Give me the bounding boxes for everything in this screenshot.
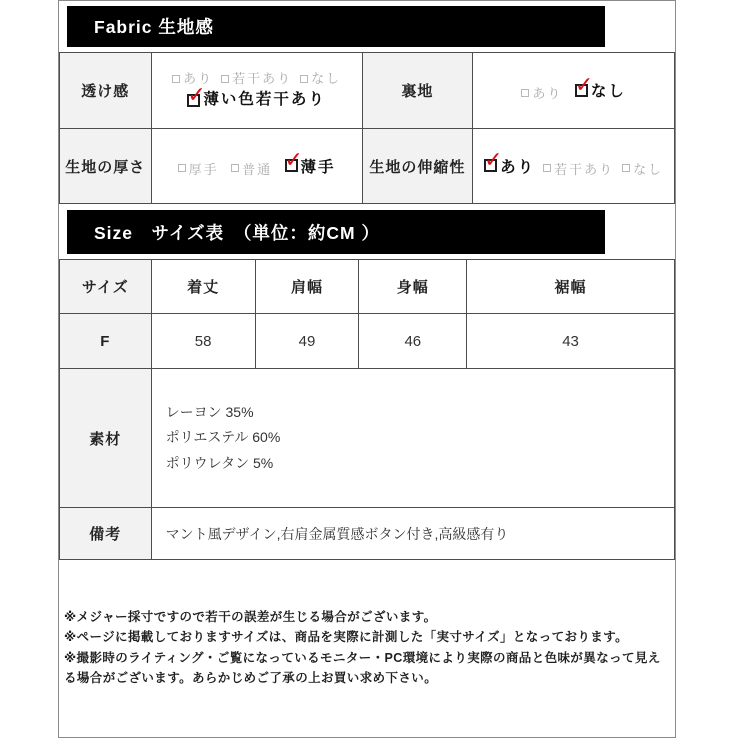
sheerness-options-cell bbox=[151, 53, 362, 129]
option-nashi: なし bbox=[622, 159, 663, 178]
option-jakkan-ari: 若干あり bbox=[543, 159, 614, 178]
sheerness-unchecked-options bbox=[152, 69, 362, 88]
shoulder-value: 49 bbox=[255, 314, 359, 369]
option-ari: ✓ あり bbox=[484, 155, 535, 177]
fabric-table bbox=[59, 52, 675, 204]
thickness-options-cell bbox=[151, 129, 362, 204]
length-value: 58 bbox=[151, 314, 255, 369]
lining-label: 裏地 bbox=[362, 53, 473, 129]
option-nashi: ✓ なし bbox=[575, 79, 626, 101]
checkbox-unchecked-icon bbox=[543, 164, 551, 172]
stretch-options-cell bbox=[473, 129, 675, 204]
option-futsuu: 普通 bbox=[231, 159, 272, 178]
note-actual-size: ※ページに掲載しておりますサイズは、商品を実際に計測した「実寸サイズ」となっております。 bbox=[64, 630, 629, 645]
sheerness-label: 透け感 bbox=[60, 53, 152, 129]
checkbox-checked-icon bbox=[285, 159, 298, 172]
size-f-cell: F bbox=[60, 314, 152, 369]
material-line: レーヨン 35% bbox=[165, 404, 254, 421]
column-length: 着丈 bbox=[151, 260, 255, 314]
option-ari: あり bbox=[521, 83, 562, 102]
fabric-row-sheerness bbox=[60, 53, 675, 129]
material-label: 素材 bbox=[60, 369, 152, 508]
option-atsude: 厚手 bbox=[178, 159, 219, 178]
checkbox-unchecked-icon bbox=[300, 75, 308, 83]
option-nashi: なし bbox=[300, 71, 341, 87]
checkbox-checked-icon bbox=[575, 84, 588, 97]
checkbox-checked-icon bbox=[484, 159, 497, 172]
note-color-difference: ※撮影時のライティング・ご覧になっているモニター・PC環境により実際の商品と色味が異なって見える場合がございます。あらかじめご了承の上お買い求め下さい。 bbox=[64, 650, 661, 685]
hem-width-value: 43 bbox=[467, 314, 675, 369]
fabric-section-title: Fabric 生地感 bbox=[94, 17, 214, 37]
option-usude: ✓ 薄手 bbox=[285, 155, 336, 177]
checkbox-unchecked-icon bbox=[172, 75, 180, 83]
disclaimer-notes bbox=[59, 560, 675, 688]
lining-options-cell bbox=[473, 53, 675, 129]
option-jakkan-ari: 若干あり bbox=[221, 71, 292, 87]
remarks-row bbox=[60, 508, 675, 560]
size-table-header-row bbox=[60, 260, 675, 314]
size-section-title: Size サイズ表 （単位：約CM ） bbox=[94, 222, 380, 243]
checkbox-unchecked-icon bbox=[221, 75, 229, 83]
column-shoulder: 肩幅 bbox=[255, 260, 359, 314]
sheerness-checked-option bbox=[152, 91, 362, 112]
material-line: ポリエステル 60% bbox=[165, 429, 281, 446]
fabric-row-thickness bbox=[60, 129, 675, 204]
column-body-width: 身幅 bbox=[359, 260, 467, 314]
material-row bbox=[60, 369, 675, 508]
checkbox-checked-icon bbox=[187, 94, 200, 107]
checkbox-unchecked-icon bbox=[178, 164, 186, 172]
note-measurement-error: ※メジャー採寸ですので若干の誤差が生じる場合がございます。 bbox=[64, 610, 437, 624]
thickness-label: 生地の厚さ bbox=[60, 129, 152, 204]
remarks-content: マント風デザイン,右肩金属質感ボタン付き,高級感有り bbox=[151, 508, 674, 560]
material-content bbox=[151, 369, 674, 508]
size-table bbox=[59, 259, 675, 560]
option-ari: あり bbox=[172, 71, 213, 87]
checkbox-unchecked-icon bbox=[622, 164, 630, 172]
column-size: サイズ bbox=[60, 260, 152, 314]
body-width-value: 46 bbox=[359, 314, 467, 369]
size-section-header bbox=[67, 210, 605, 254]
option-usui-iro-jakkan-ari: ✓ 薄い色若干あり bbox=[187, 91, 326, 110]
stretch-label: 生地の伸縮性 bbox=[362, 129, 473, 204]
size-table-data-row bbox=[60, 314, 675, 369]
column-hem-width: 裾幅 bbox=[467, 260, 675, 314]
product-spec-panel bbox=[58, 0, 676, 738]
material-line: ポリウレタン 5% bbox=[165, 454, 274, 471]
checkbox-unchecked-icon bbox=[231, 164, 239, 172]
checkbox-unchecked-icon bbox=[521, 89, 529, 97]
remarks-label: 備考 bbox=[60, 508, 152, 560]
fabric-section-header bbox=[67, 6, 605, 47]
